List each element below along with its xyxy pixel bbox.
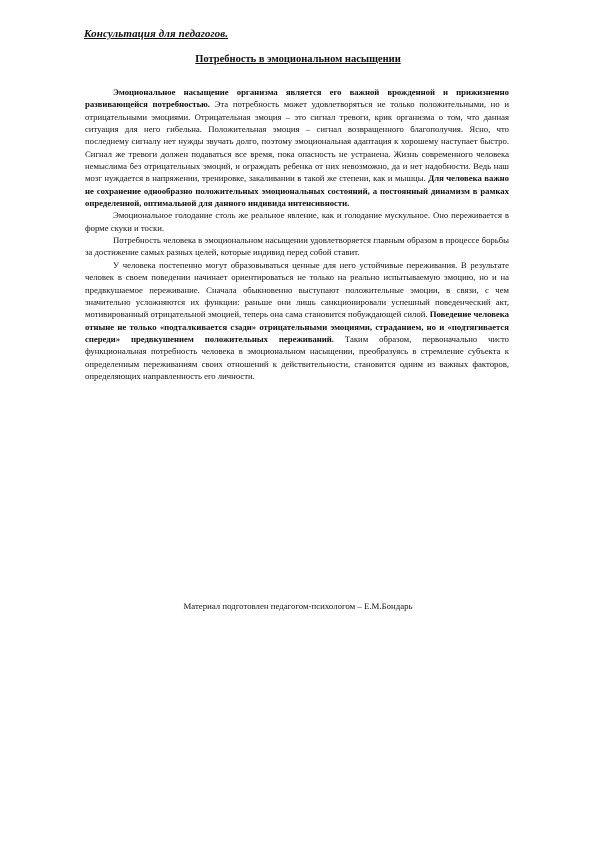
paragraph-2: Эмоциональное голодание столь же реальное явление, как и голодание мускульное. Оно переживается в форме скуки и тоски. — [85, 210, 509, 233]
document-body — [85, 86, 509, 382]
author-credit: Материал подготовлен педагогом-психологом – Е.М.Бондарь — [183, 601, 413, 611]
paragraph-4-bold: Поведение человека отныне не только «подталкивается сзади» отрицательными эмоциями, страданием, но и «подтягивается спереди» предвкушением положительных переживаний. — [85, 309, 509, 344]
paragraph-1-text: Эта потребность может удовлетворяться не только положительными, но и отрицательными эмоциями. Отрицательная эмоция – это сигнал тревоги, крик организма о том, что данная ситуация для него гибельна. Положительная эмоция – сигнал возвращенного благополучия. Ясно, что последнему сигналу нет нужды звучать долго, поэтому эмоциональная адаптация к хорошему наступает быстро. Сигнал же тревоги должен подаваться все время, пока опасность не устранена. Жизнь современного человека немыслима без отрицательных эмоций, и ограждать ребенка от них невозможно, да и нет надобности. Ведь наш мозг нуждается в напряжении, тренировке, закаливании в такой же степени, как и мышцы. — [85, 99, 509, 184]
paragraph-3: Потребность человека в эмоциональном насыщении удовлетворяется главным образом в процессе борьбы за достижение самых разных целей, которые индивид перед собой ставит. — [85, 235, 509, 258]
paragraph-1-lead: Эмоциональное насыщение организма является его важной врожденной и прижизненно развивающейся потребностью. — [85, 87, 509, 110]
paragraph-4 — [85, 259, 509, 382]
document-title: Потребность в эмоциональном насыщении — [195, 54, 401, 65]
paragraph-1 — [85, 86, 509, 209]
paragraph-1-tail: Для человека важно не сохранение однообразно положительных эмоциональных состояний, а постоянный динамизм в рамках определенной, оптимальной для данного индивида интенсивности. — [85, 173, 509, 209]
paragraph-4-text: У человека постепенно могут образовываться ценные для него устойчивые переживания. В результате человек в своем поведении начинает ориентироваться не только на реально испытываемую эмоцию, но и на предвкушаемое переживание. Сначала обыкновенно выступают положительные эмоции, в связи, с чем значительно усложняются их функции: раньше они лишь санкционировали успешный поведенческий акт, мотивированный отрицательной эмоцией, теперь она сама становится побуждающей силой. — [85, 259, 509, 320]
paragraph-4-tail: Таким образом, первоначально чисто функциональная потребность человека в эмоциональном насыщении, преобразуясь в стремление субъекта к определенным переживаниям своих отношений к действительности, становится одним из важных факторов, определяющих направленность его личности. — [85, 333, 510, 381]
document-header: Консультация для педагогов. — [84, 28, 229, 40]
